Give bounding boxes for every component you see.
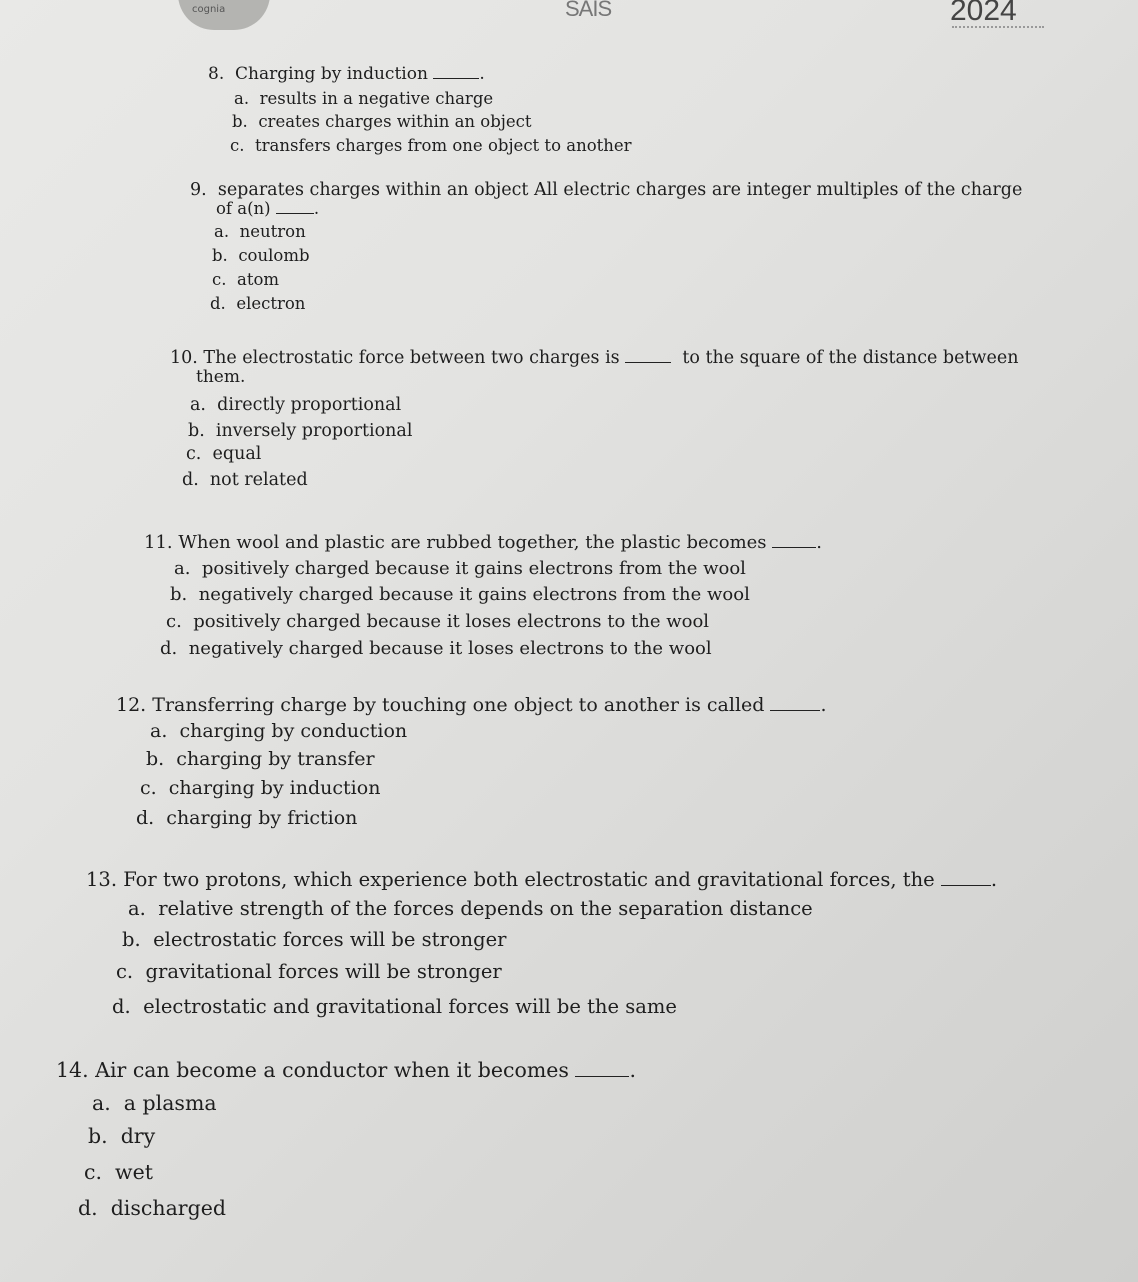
option-10c[interactable]: c. equal: [186, 444, 262, 464]
question-11: 11. When wool and plastic are rubbed together, the plastic becomes .: [144, 532, 823, 553]
option-13b[interactable]: b. electrostatic forces will be stronger: [122, 928, 507, 951]
answer-blank-11[interactable]: [772, 547, 816, 548]
answer-blank-10[interactable]: [625, 362, 671, 363]
option-13a[interactable]: a. relative strength of the forces depends on the separation distance: [128, 897, 813, 920]
question-9-stem-1: separates charges within an object All electric charges are integer multiples of the charge: [217, 180, 1023, 200]
option-10a[interactable]: a. directly proportional: [190, 395, 402, 415]
answer-blank-8[interactable]: [433, 78, 479, 79]
option-11b[interactable]: b. negatively charged because it gains electrons from the wool: [170, 584, 750, 605]
option-9d[interactable]: d. electron: [210, 294, 306, 313]
question-13-number: 13.: [86, 868, 118, 891]
option-13d[interactable]: d. electrostatic and gravitational forces will be the same: [112, 995, 677, 1018]
option-12d[interactable]: d. charging by friction: [136, 807, 358, 829]
question-14-stem: Air can become a conductor when it becomes: [95, 1058, 569, 1082]
question-10-stem-1b: to the square of the distance between: [682, 348, 1019, 368]
option-12a[interactable]: a. charging by conduction: [150, 720, 408, 742]
question-13-stem: For two protons, which experience both electrostatic and gravitational forces, the: [123, 868, 935, 891]
question-9-line2: of a(n) .: [216, 199, 320, 218]
year-mark-underline: [952, 26, 1044, 32]
option-8c[interactable]: c. transfers charges from one object to another: [230, 136, 632, 155]
option-10d[interactable]: d. not related: [182, 470, 308, 490]
year-mark: 2024: [950, 0, 1017, 27]
question-12: 12. Transferring charge by touching one object to another is called .: [116, 694, 827, 716]
question-13: 13. For two protons, which experience both electrostatic and gravitational forces, the .: [86, 868, 998, 891]
option-14b[interactable]: b. dry: [88, 1124, 156, 1148]
option-13c[interactable]: c. gravitational forces will be stronger: [116, 960, 502, 983]
question-12-number: 12.: [116, 694, 147, 716]
question-10-line1: [170, 348, 1019, 368]
question-11-stem: When wool and plastic are rubbed together, the plastic becomes: [178, 532, 767, 553]
option-14a[interactable]: a. a plasma: [92, 1091, 217, 1115]
question-11-number: 11.: [144, 532, 173, 553]
cognia-badge-text: cognia: [192, 4, 226, 15]
option-9b[interactable]: b. coulomb: [212, 246, 310, 265]
question-9-number: 9.: [190, 180, 207, 200]
option-12c[interactable]: c. charging by induction: [140, 777, 381, 799]
question-8: 8. Charging by induction .: [208, 64, 485, 84]
answer-blank-12[interactable]: [770, 710, 820, 711]
cognia-badge: [178, 0, 270, 30]
option-9c[interactable]: c. atom: [212, 270, 280, 289]
answer-blank-14[interactable]: [575, 1076, 629, 1077]
question-10-stem-1a: The electrostatic force between two charges is: [203, 348, 620, 368]
question-14: 14. Air can become a conductor when it becomes .: [56, 1058, 637, 1082]
option-12b[interactable]: b. charging by transfer: [146, 748, 375, 770]
option-11a[interactable]: a. positively charged because it gains electrons from the wool: [174, 558, 746, 579]
question-12-stem: Transferring charge by touching one object to another is called: [152, 694, 765, 716]
option-8a[interactable]: a. results in a negative charge: [234, 89, 494, 108]
question-14-number: 14.: [56, 1058, 89, 1082]
question-10-line2: [196, 367, 245, 387]
option-9a[interactable]: a. neutron: [214, 222, 306, 241]
option-11d[interactable]: d. negatively charged because it loses electrons to the wool: [160, 638, 712, 659]
answer-blank-13[interactable]: [941, 885, 991, 886]
school-logo: SAIS: [565, 0, 612, 21]
option-10b[interactable]: b. inversely proportional: [188, 421, 413, 441]
question-9-line1: [190, 180, 1022, 200]
question-8-stem: Charging by induction: [235, 64, 428, 84]
option-14d[interactable]: d. discharged: [78, 1196, 226, 1220]
question-9-stem-2: of a(n): [216, 199, 271, 218]
question-10-stem-2: them.: [196, 367, 246, 387]
option-8b[interactable]: b. creates charges within an object: [232, 112, 532, 131]
option-11c[interactable]: c. positively charged because it loses electrons to the wool: [166, 611, 710, 632]
question-8-number: 8.: [208, 64, 225, 84]
answer-blank-9[interactable]: [276, 213, 314, 214]
option-14c[interactable]: c. wet: [84, 1160, 153, 1184]
question-10-number: 10.: [170, 348, 198, 368]
